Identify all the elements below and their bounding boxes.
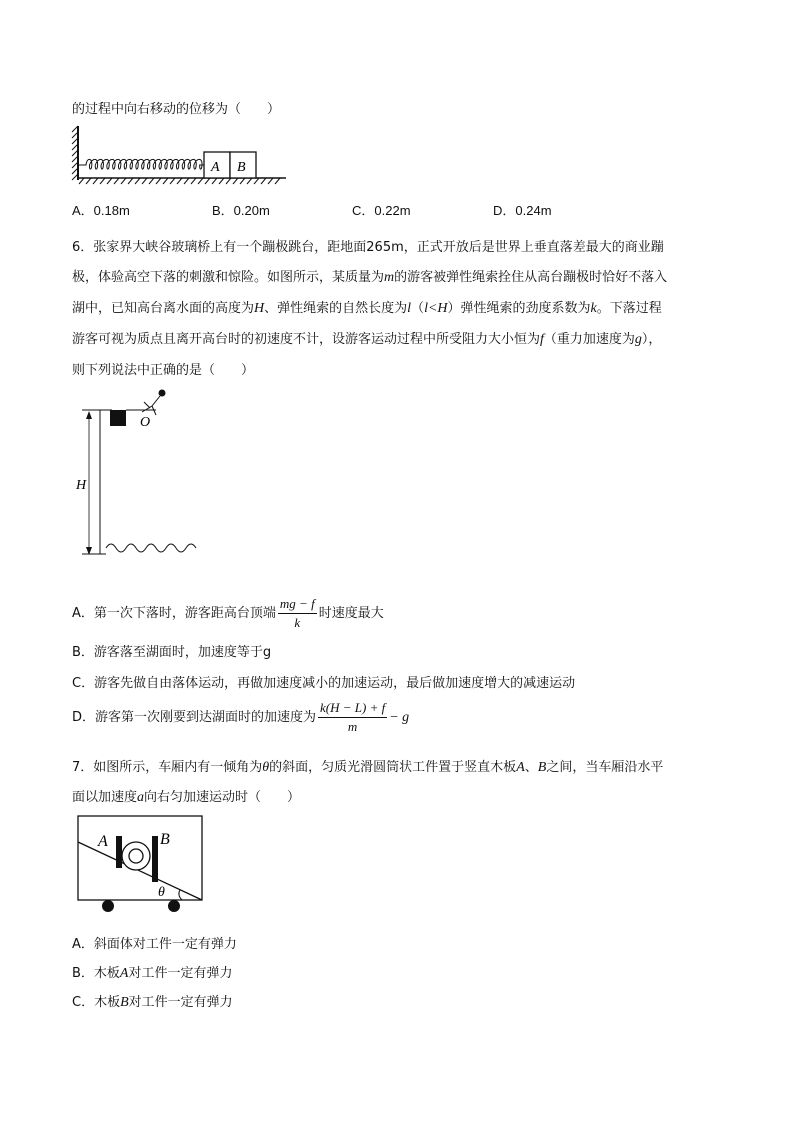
q6-stem-line1: 6．张家界大峡谷玻璃桥上有一个蹦极跳台，距地面265m，正式开放后是世界上垂直落差最大的商业蹦: [72, 240, 664, 255]
q7-cart-figure: [76, 814, 206, 914]
q6-stem-line4: 游客可视为质点且离开高台时的初速度不计，设游客运动过程中所受阻力大小恒为f（重力加速度为g），: [72, 332, 662, 347]
q6-bungee-figure: [72, 388, 222, 563]
block-b-label: B: [237, 160, 246, 175]
q7-stem-line2: 面以加速度a向右匀加速运动时（ ）: [72, 790, 301, 805]
q6-stem-line5: 则下列说法中正确的是（ ）: [72, 363, 255, 378]
origin-label: O: [140, 415, 151, 430]
q5-stem-tail: 的过程中向右移动的位移为（ ）: [72, 102, 281, 117]
board-b-label: B: [160, 831, 170, 848]
q7-option-c: C．木板B对工件一定有弹力: [72, 995, 233, 1010]
q6-stem-line3: 湖中，已知高台离水面的高度为H、弹性绳索的自然长度为l（l<H）弹性绳索的劲度系数为k。下落过程: [72, 301, 662, 316]
q6-stem-line2: 极，体验高空下落的刺激和惊险。如图所示，某质量为m的游客被弹性绳索拴住从高台蹦极时恰好不落入: [72, 270, 668, 285]
q7-option-b: B．木板A对工件一定有弹力: [72, 966, 233, 981]
q5-option-b: B．0.20m: [212, 203, 270, 218]
q5-spring-block-figure: [70, 122, 290, 184]
q6-option-b: B．游客落至湖面时，加速度等于g: [72, 645, 272, 660]
angle-theta-label: θ: [158, 885, 165, 900]
q5-option-c: C．0.22m: [352, 203, 411, 218]
q7-option-a: A．斜面体对工件一定有弹力: [72, 937, 237, 952]
q6-option-d: D．游客第一次刚要到达湖面时的加速度为 $\frac{k(H - L) + f}{m}$ − g: [72, 700, 410, 734]
board-a-label: A: [98, 833, 108, 850]
q6-option-a: A．第一次下落时，游客距高台顶端 $\frac{mg - f}{k}$ 时速度最大: [72, 596, 384, 630]
q6-option-c: C．游客先做自由落体运动，再做加速度减小的加速运动，最后做加速度增大的减速运动: [72, 676, 576, 691]
block-a-label: A: [211, 160, 220, 175]
height-label: H: [76, 478, 87, 493]
q5-option-d: D．0.24m: [493, 203, 552, 218]
q7-stem-line1: 7．如图所示，车厢内有一倾角为θ的斜面，匀质光滑圆筒状工件置于竖直木板A、B之间，当车厢沿水平: [72, 760, 664, 775]
q5-option-a: A．0.18m: [72, 203, 130, 218]
